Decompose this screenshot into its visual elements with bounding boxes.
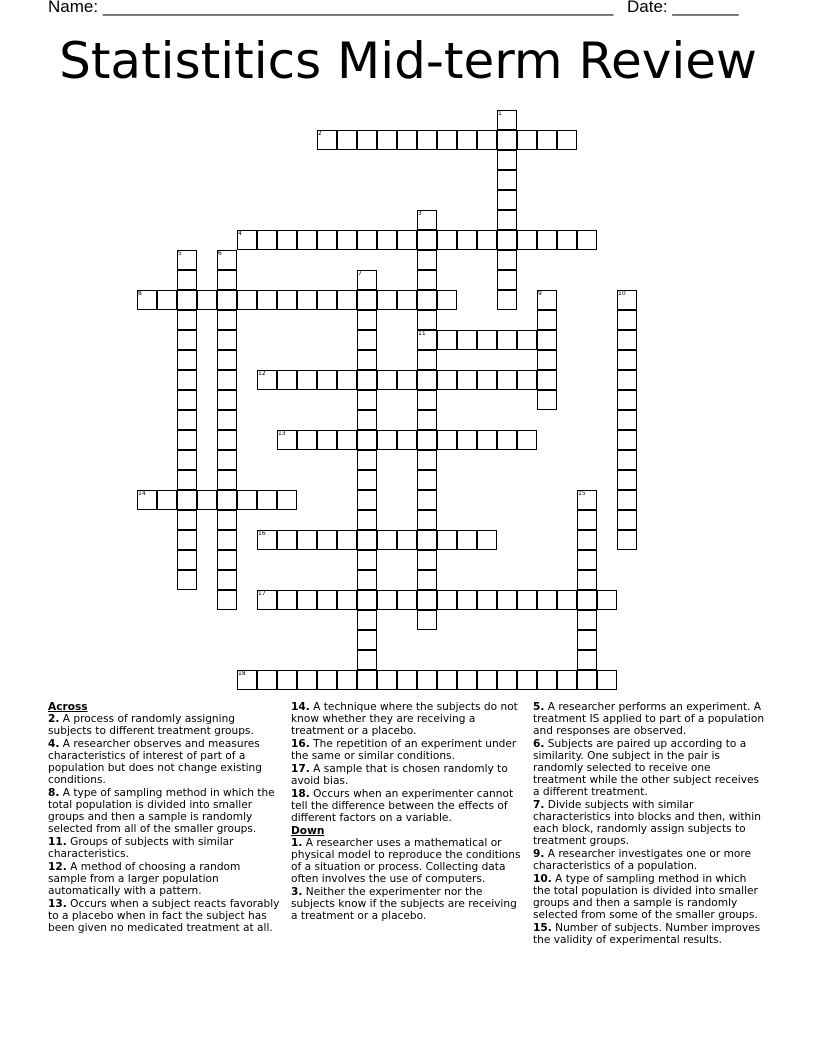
grid-cell[interactable] (397, 290, 417, 310)
grid-cell[interactable] (357, 470, 377, 490)
grid-cell[interactable] (357, 590, 377, 610)
grid-cell[interactable] (437, 430, 457, 450)
grid-cell[interactable] (217, 350, 237, 370)
grid-cell[interactable] (377, 130, 397, 150)
grid-cell[interactable] (617, 410, 637, 430)
grid-cell[interactable] (577, 570, 597, 590)
grid-cell[interactable] (497, 210, 517, 230)
grid-cell[interactable] (217, 290, 237, 310)
grid-cell[interactable] (617, 530, 637, 550)
grid-cell[interactable] (497, 670, 517, 690)
grid-cell[interactable] (417, 430, 437, 450)
grid-cell[interactable] (357, 450, 377, 470)
grid-cell[interactable] (417, 350, 437, 370)
clue-number: 3 (418, 210, 422, 217)
grid-cell[interactable] (177, 570, 197, 590)
grid-cell[interactable] (337, 370, 357, 390)
grid-cell[interactable] (397, 430, 417, 450)
name-label: Name: (48, 0, 99, 16)
grid-cell[interactable] (177, 530, 197, 550)
grid-cell[interactable] (417, 570, 437, 590)
grid-cell[interactable] (477, 370, 497, 390)
grid-cell[interactable] (257, 490, 277, 510)
grid-cell[interactable] (397, 670, 417, 690)
grid-cell[interactable] (537, 370, 557, 390)
grid-cell[interactable] (457, 430, 477, 450)
grid-cell[interactable] (437, 590, 457, 610)
grid-cell[interactable] (477, 430, 497, 450)
clue-number: 10 (618, 290, 626, 297)
grid-cell[interactable] (357, 570, 377, 590)
grid-cell[interactable] (417, 530, 437, 550)
grid-cell[interactable] (577, 650, 597, 670)
grid-cell[interactable] (477, 670, 497, 690)
grid-cell[interactable] (557, 130, 577, 150)
grid-cell[interactable] (177, 490, 197, 510)
grid-cell[interactable] (217, 530, 237, 550)
grid-cell[interactable] (397, 530, 417, 550)
grid-cell[interactable] (217, 550, 237, 570)
clue-number: 16 (258, 530, 266, 537)
grid-cell[interactable] (357, 310, 377, 330)
grid-cell[interactable] (477, 130, 497, 150)
clue-across-18: 18. Occurs when an experimenter cannot tell the difference between the effects of different factors on a variable. (291, 788, 514, 824)
grid-cell[interactable] (217, 590, 237, 610)
grid-cell[interactable] (257, 290, 277, 310)
grid-cell[interactable] (357, 610, 377, 630)
grid-cell[interactable] (317, 430, 337, 450)
grid-cell[interactable] (357, 370, 377, 390)
clue-column-2 (291, 701, 523, 923)
clue-across-12: 12. A method of choosing a random sample from a larger population automatically with a pattern. (48, 861, 241, 897)
grid-cell[interactable] (497, 250, 517, 270)
grid-cell[interactable] (217, 490, 237, 510)
grid-cell[interactable] (377, 530, 397, 550)
grid-cell[interactable] (217, 510, 237, 530)
grid-cell[interactable] (237, 290, 257, 310)
grid-cell[interactable] (357, 650, 377, 670)
clue-number: 17 (258, 590, 266, 597)
grid-cell[interactable] (217, 390, 237, 410)
grid-cell[interactable] (317, 370, 337, 390)
grid-cell[interactable] (417, 390, 437, 410)
grid-cell[interactable] (177, 550, 197, 570)
grid-cell[interactable] (417, 490, 437, 510)
grid-cell[interactable] (477, 230, 497, 250)
grid-cell[interactable] (177, 270, 197, 290)
clue-number: 7 (358, 270, 362, 277)
grid-cell[interactable] (457, 230, 477, 250)
grid-cell[interactable] (577, 510, 597, 530)
grid-cell[interactable] (177, 450, 197, 470)
date-label: Date: (627, 0, 668, 16)
clue-down-1: 1. A researcher uses a mathematical or physical model to reproduce the conditions of a situation or process. Collecting data often involves the use of computers. (291, 837, 521, 885)
grid-cell[interactable] (577, 530, 597, 550)
grid-cell[interactable] (237, 490, 257, 510)
grid-cell[interactable] (357, 430, 377, 450)
grid-cell[interactable] (217, 430, 237, 450)
grid-cell[interactable] (177, 410, 197, 430)
grid-cell[interactable] (277, 290, 297, 310)
grid-cell[interactable] (517, 430, 537, 450)
grid-cell[interactable] (357, 290, 377, 310)
grid-cell[interactable] (357, 330, 377, 350)
clue-number: 18 (238, 670, 246, 677)
grid-cell[interactable] (357, 350, 377, 370)
grid-cell[interactable] (297, 530, 317, 550)
grid-cell[interactable] (617, 310, 637, 330)
grid-cell[interactable] (317, 590, 337, 610)
clue-number: 15 (578, 490, 586, 497)
grid-cell[interactable] (417, 470, 437, 490)
grid-cell[interactable] (377, 230, 397, 250)
grid-cell[interactable] (597, 670, 617, 690)
grid-cell[interactable] (177, 430, 197, 450)
grid-cell[interactable] (577, 550, 597, 570)
grid-cell[interactable] (497, 330, 517, 350)
grid-cell[interactable] (497, 290, 517, 310)
clue-down-6: 6. Subjects are paired up according to a similarity. One subject in the pair is randomly selected to receive one treatment while the other subject receives a different treatment. (533, 738, 760, 798)
grid-cell[interactable] (317, 290, 337, 310)
clue-across-8: 8. A type of sampling method in which the total population is divided into smaller groups and then a sample is randomly selected from all of the smaller groups. (48, 787, 275, 835)
grid-cell[interactable] (417, 410, 437, 430)
grid-cell[interactable] (437, 370, 457, 390)
grid-cell[interactable] (197, 490, 217, 510)
grid-cell[interactable] (437, 230, 457, 250)
grid-cell[interactable] (577, 590, 597, 610)
grid-cell[interactable] (377, 670, 397, 690)
clue-across-4: 4. A researcher observes and measures characteristics of interest of part of a population but does not change existing conditions. (48, 738, 262, 786)
grid-cell[interactable] (317, 530, 337, 550)
grid-cell[interactable] (437, 530, 457, 550)
grid-cell[interactable] (417, 370, 437, 390)
clue-across-2: 2. A process of randomly assigning subjects to different treatment groups. (48, 713, 254, 737)
clue-number: 8 (138, 290, 142, 297)
grid-cell[interactable] (337, 590, 357, 610)
name-blank[interactable]: ______________________________________________________ (102, 0, 614, 16)
grid-cell[interactable] (377, 370, 397, 390)
clue-column-1 (48, 701, 280, 935)
clue-column-3 (533, 701, 765, 947)
grid-cell[interactable] (497, 430, 517, 450)
grid-cell[interactable] (317, 670, 337, 690)
grid-cell[interactable] (377, 290, 397, 310)
clue-down-15: 15. Number of subjects. Number improves the validity of experimental results. (533, 922, 761, 946)
clue-number: 13 (278, 430, 286, 437)
grid-cell[interactable] (497, 230, 517, 250)
grid-cell[interactable] (277, 590, 297, 610)
grid-cell[interactable] (537, 590, 557, 610)
grid-cell[interactable] (177, 330, 197, 350)
grid-cell[interactable] (177, 390, 197, 410)
grid-cell[interactable] (457, 530, 477, 550)
grid-cell[interactable] (557, 590, 577, 610)
grid-cell[interactable] (537, 130, 557, 150)
grid-cell[interactable] (177, 510, 197, 530)
clue-number: 12 (258, 370, 266, 377)
across-heading: Across (48, 701, 88, 713)
grid-cell[interactable] (457, 590, 477, 610)
page-title: Statistitics Mid-term Review (59, 32, 757, 90)
grid-cell[interactable] (417, 590, 437, 610)
grid-cell[interactable] (437, 330, 457, 350)
grid-cell[interactable] (437, 130, 457, 150)
grid-cell[interactable] (537, 330, 557, 350)
grid-cell[interactable] (157, 490, 177, 510)
grid-cell[interactable] (257, 670, 277, 690)
grid-cell[interactable] (217, 470, 237, 490)
clue-number: 4 (238, 230, 242, 237)
grid-cell[interactable] (537, 230, 557, 250)
grid-cell[interactable] (217, 450, 237, 470)
grid-cell[interactable] (617, 510, 637, 530)
grid-cell[interactable] (337, 430, 357, 450)
grid-cell[interactable] (217, 330, 237, 350)
down-heading: Down (291, 825, 325, 837)
grid-cell[interactable] (157, 290, 177, 310)
grid-cell[interactable] (297, 590, 317, 610)
grid-cell[interactable] (277, 490, 297, 510)
grid-cell[interactable] (557, 230, 577, 250)
grid-cell[interactable] (217, 370, 237, 390)
clue-across-14: 14. A technique where the subjects do not know whether they are receiving a treatment or a placebo. (291, 701, 518, 737)
grid-cell[interactable] (457, 330, 477, 350)
grid-cell[interactable] (397, 370, 417, 390)
grid-cell[interactable] (377, 590, 397, 610)
clue-number: 1 (498, 110, 502, 117)
grid-cell[interactable] (357, 490, 377, 510)
grid-cell[interactable] (377, 430, 397, 450)
grid-cell[interactable] (417, 670, 437, 690)
grid-cell[interactable] (497, 150, 517, 170)
grid-cell[interactable] (177, 470, 197, 490)
grid-cell[interactable] (177, 350, 197, 370)
grid-cell[interactable] (517, 670, 537, 690)
grid-cell[interactable] (537, 350, 557, 370)
grid-cell[interactable] (297, 430, 317, 450)
grid-cell[interactable] (357, 530, 377, 550)
grid-cell[interactable] (517, 590, 537, 610)
clue-number: 2 (318, 130, 322, 137)
grid-cell[interactable] (497, 270, 517, 290)
grid-cell[interactable] (417, 270, 437, 290)
grid-cell[interactable] (477, 330, 497, 350)
grid-cell[interactable] (517, 230, 537, 250)
grid-cell[interactable] (397, 230, 417, 250)
grid-cell[interactable] (357, 630, 377, 650)
grid-cell[interactable] (417, 130, 437, 150)
grid-cell[interactable] (217, 570, 237, 590)
clue-number: 11 (418, 330, 426, 337)
grid-cell[interactable] (577, 230, 597, 250)
date-blank[interactable]: _______ (672, 0, 739, 16)
grid-cell[interactable] (497, 130, 517, 150)
clue-across-13: 13. Occurs when a subject reacts favorably to a placebo when in fact the subject has been given no medicated treatment at all. (48, 898, 280, 934)
grid-cell[interactable] (297, 670, 317, 690)
grid-cell[interactable] (177, 290, 197, 310)
grid-cell[interactable] (417, 290, 437, 310)
grid-cell[interactable] (577, 610, 597, 630)
grid-cell[interactable] (417, 450, 437, 470)
grid-cell[interactable] (297, 290, 317, 310)
grid-cell[interactable] (397, 590, 417, 610)
grid-cell[interactable] (537, 390, 557, 410)
grid-cell[interactable] (297, 370, 317, 390)
clue-down-9: 9. A researcher investigates one or more characteristics of a population. (533, 848, 752, 872)
grid-cell[interactable] (617, 430, 637, 450)
grid-cell[interactable] (357, 410, 377, 430)
grid-cell[interactable] (617, 450, 637, 470)
grid-cell[interactable] (417, 610, 437, 630)
grid-cell[interactable] (617, 370, 637, 390)
grid-cell[interactable] (357, 390, 377, 410)
clue-across-17: 17. A sample that is chosen randomly to avoid bias. (291, 763, 508, 787)
grid-cell[interactable] (277, 230, 297, 250)
grid-cell[interactable] (197, 290, 217, 310)
grid-cell[interactable] (617, 390, 637, 410)
grid-cell[interactable] (597, 590, 617, 610)
clue-number: 14 (138, 490, 146, 497)
grid-cell[interactable] (297, 230, 317, 250)
grid-cell[interactable] (357, 670, 377, 690)
clue-number: 6 (218, 250, 222, 257)
clue-down-5: 5. A researcher performs an experiment. A treatment IS applied to part of a population and responses are observed. (533, 701, 765, 737)
grid-cell[interactable] (517, 130, 537, 150)
grid-cell[interactable] (337, 530, 357, 550)
grid-cell[interactable] (477, 530, 497, 550)
clue-number: 5 (178, 250, 182, 257)
grid-cell[interactable] (497, 190, 517, 210)
clue-across-11: 11. Groups of subjects with similar characteristics. (48, 836, 234, 860)
grid-cell[interactable] (477, 590, 497, 610)
grid-cell[interactable] (497, 370, 517, 390)
clue-down-10: 10. A type of sampling method in which the total population is divided into smaller groups and then a sample is randomly selected from some of the smaller groups. (533, 873, 758, 921)
grid-cell[interactable] (617, 490, 637, 510)
clue-across-16: 16. The repetition of an experiment under the same or similar conditions. (291, 738, 517, 762)
clue-down-7: 7. Divide subjects with similar characteristics into blocks and then, within each block, randomly assign subjects to treatment groups. (533, 799, 761, 847)
grid-cell[interactable] (537, 310, 557, 330)
grid-cell[interactable] (417, 550, 437, 570)
grid-cell[interactable] (537, 670, 557, 690)
grid-cell[interactable] (497, 590, 517, 610)
grid-cell[interactable] (457, 130, 477, 150)
grid-cell[interactable] (277, 530, 297, 550)
grid-cell[interactable] (517, 330, 537, 350)
grid-cell[interactable] (437, 290, 457, 310)
grid-cell[interactable] (257, 230, 277, 250)
grid-cell[interactable] (277, 370, 297, 390)
grid-cell[interactable] (457, 370, 477, 390)
grid-cell[interactable] (497, 170, 517, 190)
grid-cell[interactable] (417, 510, 437, 530)
grid-cell[interactable] (277, 670, 297, 690)
grid-cell[interactable] (457, 670, 477, 690)
grid-cell[interactable] (417, 230, 437, 250)
grid-cell[interactable] (617, 330, 637, 350)
grid-cell[interactable] (417, 310, 437, 330)
grid-cell[interactable] (397, 130, 417, 150)
grid-cell[interactable] (217, 410, 237, 430)
grid-cell[interactable] (217, 310, 237, 330)
grid-cell[interactable] (517, 370, 537, 390)
grid-cell[interactable] (357, 550, 377, 570)
clue-down-3: 3. Neither the experimenter nor the subjects know if the subjects are receiving a treatment or a placebo. (291, 886, 517, 922)
grid-cell[interactable] (317, 230, 337, 250)
grid-cell[interactable] (417, 250, 437, 270)
grid-cell[interactable] (437, 670, 457, 690)
grid-cell[interactable] (357, 130, 377, 150)
grid-cell[interactable] (617, 350, 637, 370)
grid-cell[interactable] (337, 290, 357, 310)
grid-cell[interactable] (217, 270, 237, 290)
grid-cell[interactable] (337, 670, 357, 690)
grid-cell[interactable] (577, 670, 597, 690)
grid-cell[interactable] (617, 470, 637, 490)
grid-cell[interactable] (177, 370, 197, 390)
grid-cell[interactable] (357, 230, 377, 250)
grid-cell[interactable] (357, 510, 377, 530)
grid-cell[interactable] (337, 230, 357, 250)
clue-number: 9 (538, 290, 542, 297)
grid-cell[interactable] (337, 130, 357, 150)
grid-cell[interactable] (557, 670, 577, 690)
grid-cell[interactable] (577, 630, 597, 650)
grid-cell[interactable] (177, 310, 197, 330)
